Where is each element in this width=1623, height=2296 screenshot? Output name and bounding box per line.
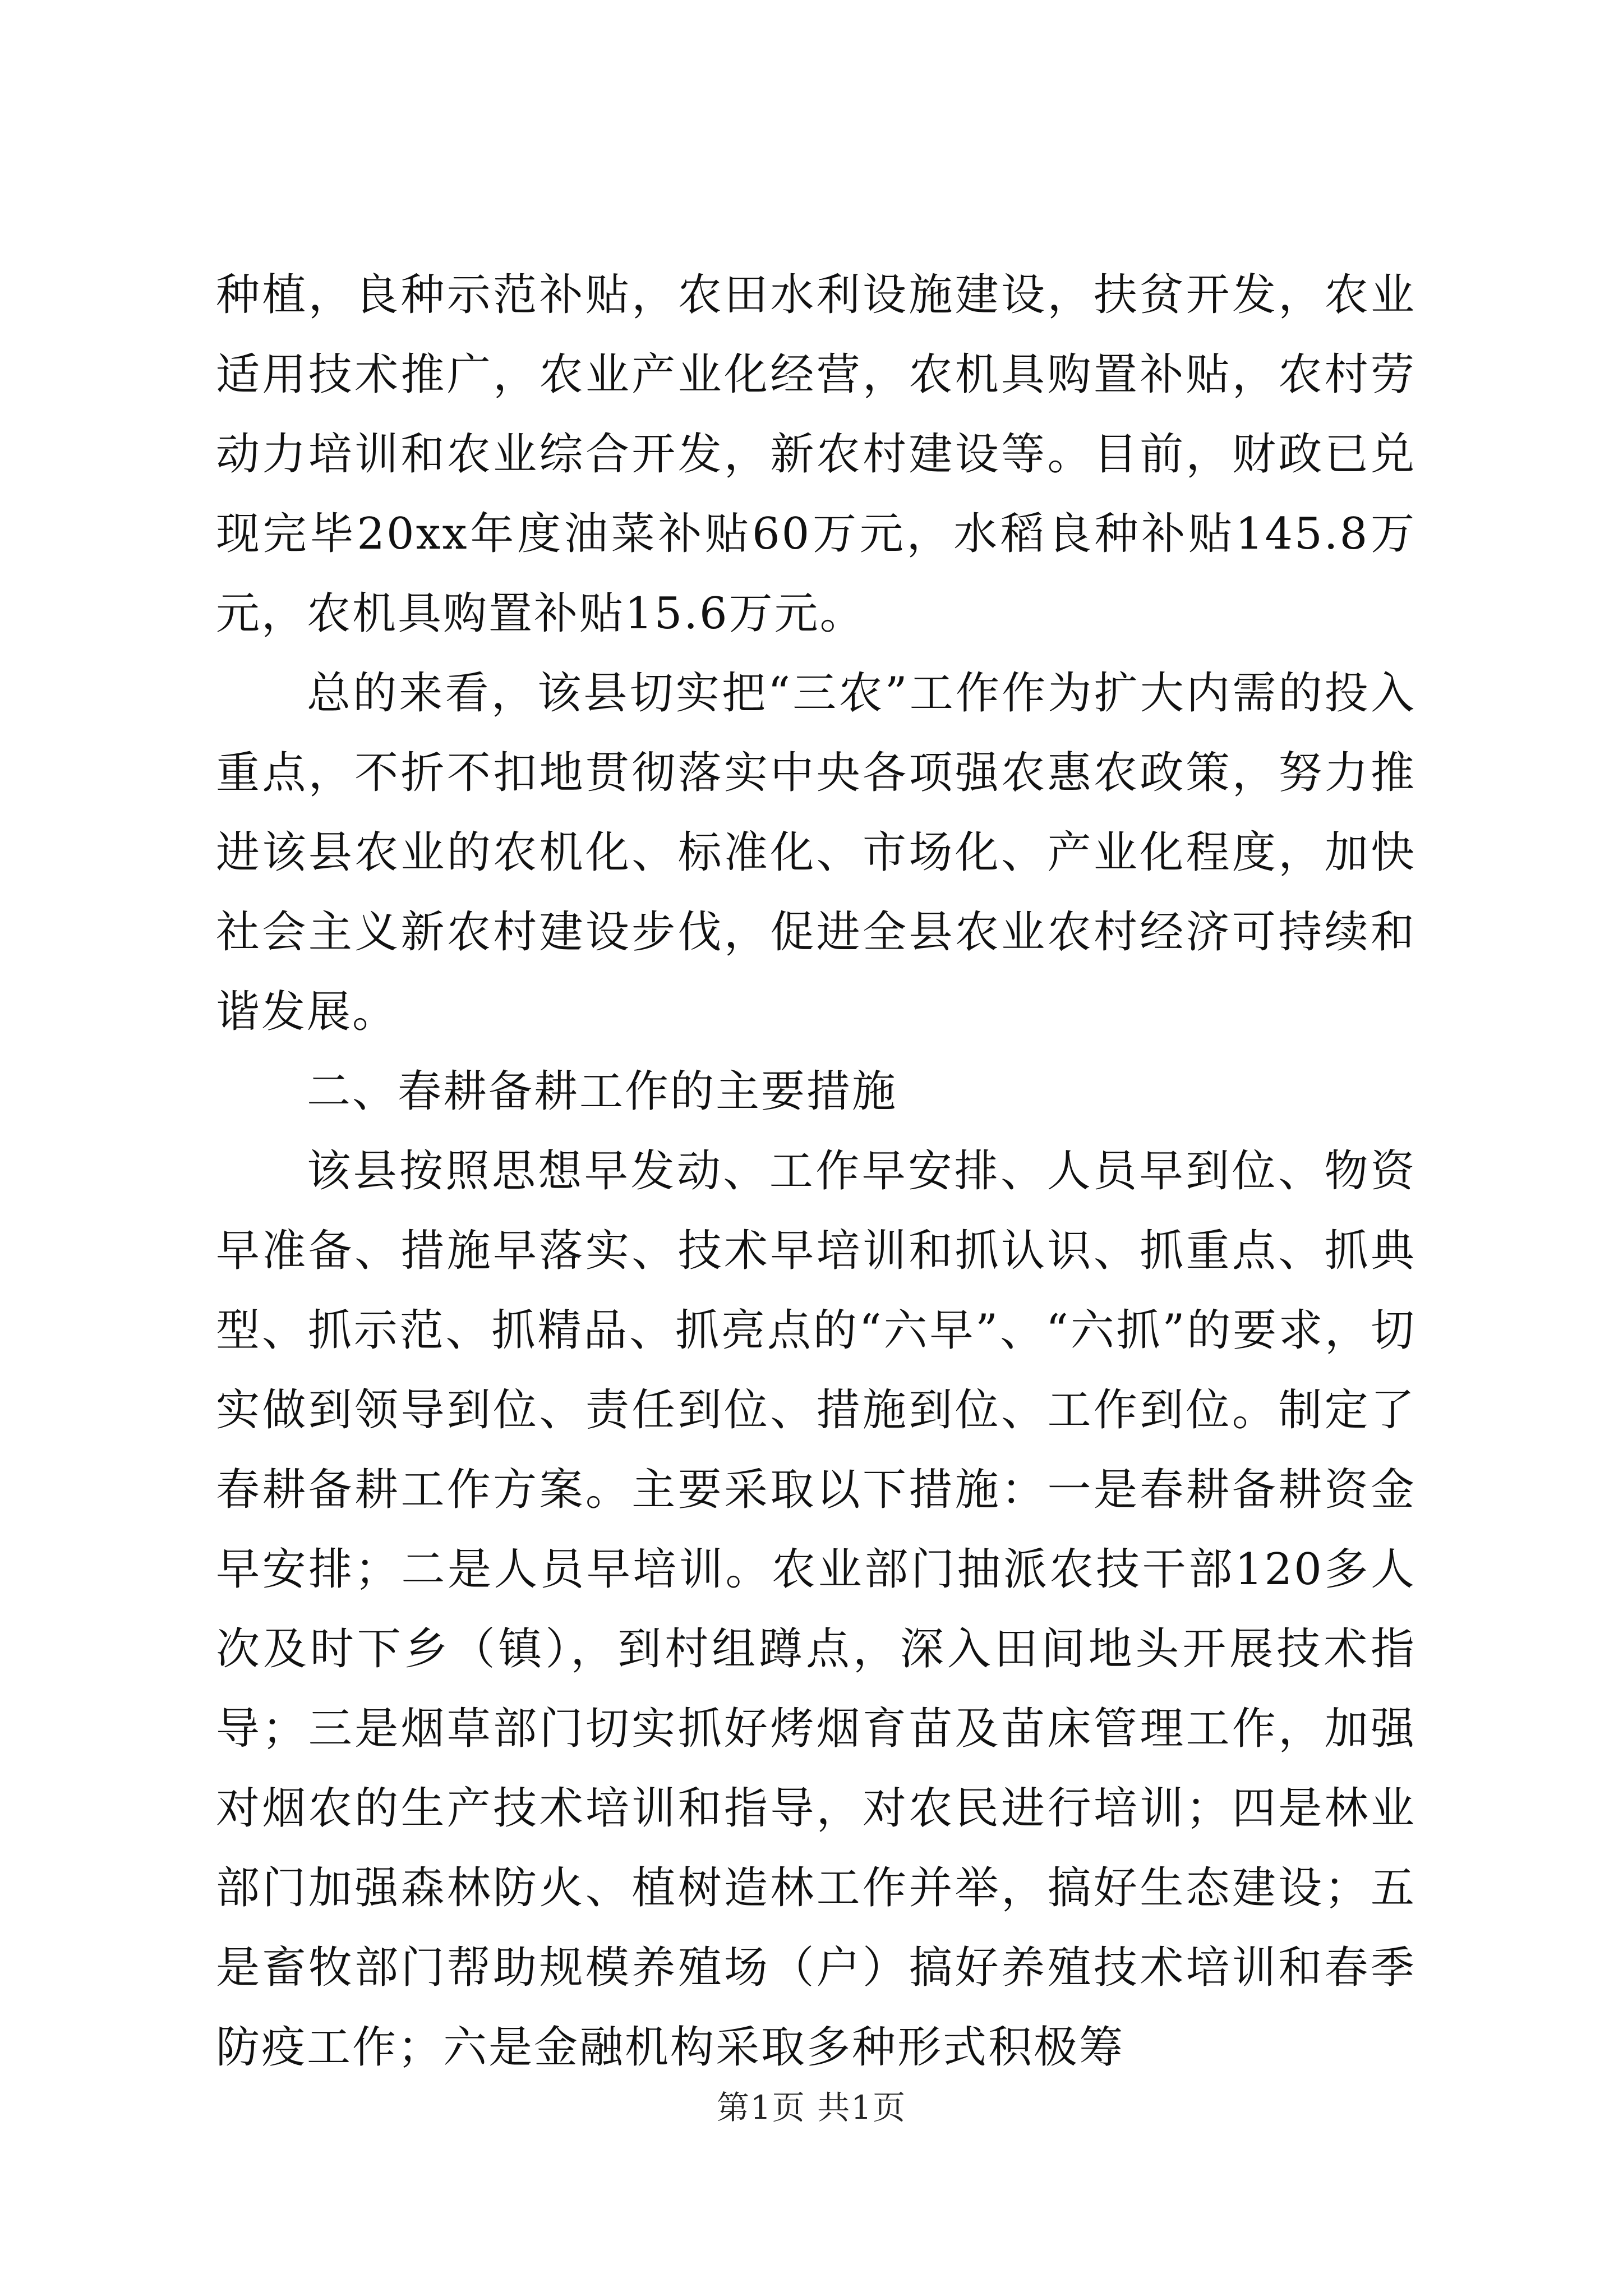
paragraph-summary: 总的来看，该县切实把“三农”工作作为扩大内需的投入重点，不折不扣地贯彻落实中央各项强农惠农政策，努力推进该县农业的农机化、标准化、市场化、产业化程度，加快社会主义新农村建设步伐，促进全县农业农村经济可持续和谐发展。: [216, 668, 1416, 1037]
page-footer: 第1页 共1页: [716, 2088, 907, 2127]
paragraph-measures: 该县按照思想早发动、工作早安排、人员早到位、物资早准备、措施早落实、技术早培训和抓认识、抓重点、抓典型、抓示范、抓精品、抓亮点的“六早”、“六抓”的要求，切实做到领导到位、责任到位、措施到位、工作到位。制定了春耕备耕工作方案。主要采取以下措施：一是春耕备耕资金早安排；二是人员早培训。农业部门抽派农技干部120多人次及时下乡（镇），到村组蹲点，深入田间地头开展技术指导；三是烟草部门切实抓好烤烟育苗及苗床管理工作，加强对烟农的生产技术培训和指导，对农民进行培训；四是林业部门加强森林防火、植树造林工作并举，搞好生态建设；五是畜牧部门帮助规模养殖场（户）搞好养殖技术培训和春季防疫工作；六是金融机构采取多种形式积极筹: [216, 1146, 1416, 2073]
document-body: [216, 255, 1416, 2087]
paragraph-continuation: 种植，良种示范补贴，农田水利设施建设，扶贫开发，农业适用技术推广，农业产业化经营，农机具购置补贴，农村劳动力培训和农业综合开发，新农村建设等。目前，财政已兑现完毕20xx年度油菜补贴60万元，水稻良种补贴145.8万元，农机具购置补贴15.6万元。: [216, 270, 1416, 639]
section-heading: 二、春耕备耕工作的主要措施: [307, 1066, 898, 1117]
